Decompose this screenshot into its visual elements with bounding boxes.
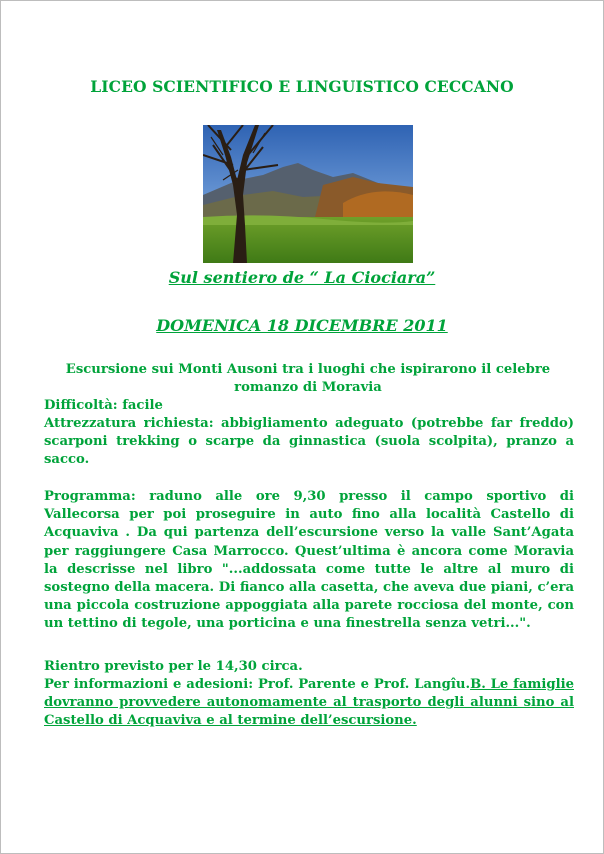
program-paragraph: Programma: raduno alle ore 9,30 presso il campo sportivo di Vallecorsa per poi proseguire in auto fino alla località Castello di Acquaviva . Da qui partenza dell’escursione verso la valle Sant’Agata per raggiungere Casa Marrocco. Quest’ultima è ancora come Moravia la descrisse nel libro "...addossata come tutte le altre al muro di sostegno della macera. Di fianco alla casetta, che aveva due piani, c’era una piccola costruzione appoggiata alla parete rocciosa del monte, con un tettino di tegole, una porticina e una finestrella senza vetri...".: [44, 489, 574, 632]
event-title: Sul sentiero de “ La Ciociara”: [168, 268, 436, 287]
equipment-paragraph: Attrezzatura richiesta: abbigliamento adeguato (potrebbe far freddo) scarponi trekking o scarpe da ginnastica (suola scolpita), pranzo a sacco.: [44, 416, 574, 468]
landscape-photo: [203, 125, 413, 263]
difficulty-line: Difficoltà: facile: [44, 398, 163, 413]
event-intro: Escursione sui Monti Ausoni tra i luoghi che ispirarono il celebre romanzo di Moravia: [65, 362, 551, 395]
info-contacts: Per informazioni e adesioni: Prof. Parente e Prof. Langîu.: [44, 677, 471, 692]
school-title: LICEO SCIENTIFICO E LINGUISTICO CECCANO: [90, 77, 514, 96]
event-date: DOMENICA 18 DICEMBRE 2011: [156, 316, 448, 335]
family-transport-note: B. Le famiglie dovranno provvedere autonomamente al trasporto degli alunni sino al Castello di Acquaviva e al termine dell’escursione.: [44, 677, 574, 729]
return-line: Rientro previsto per le 14,30 circa.: [44, 659, 303, 674]
info-paragraph: [44, 676, 574, 731]
